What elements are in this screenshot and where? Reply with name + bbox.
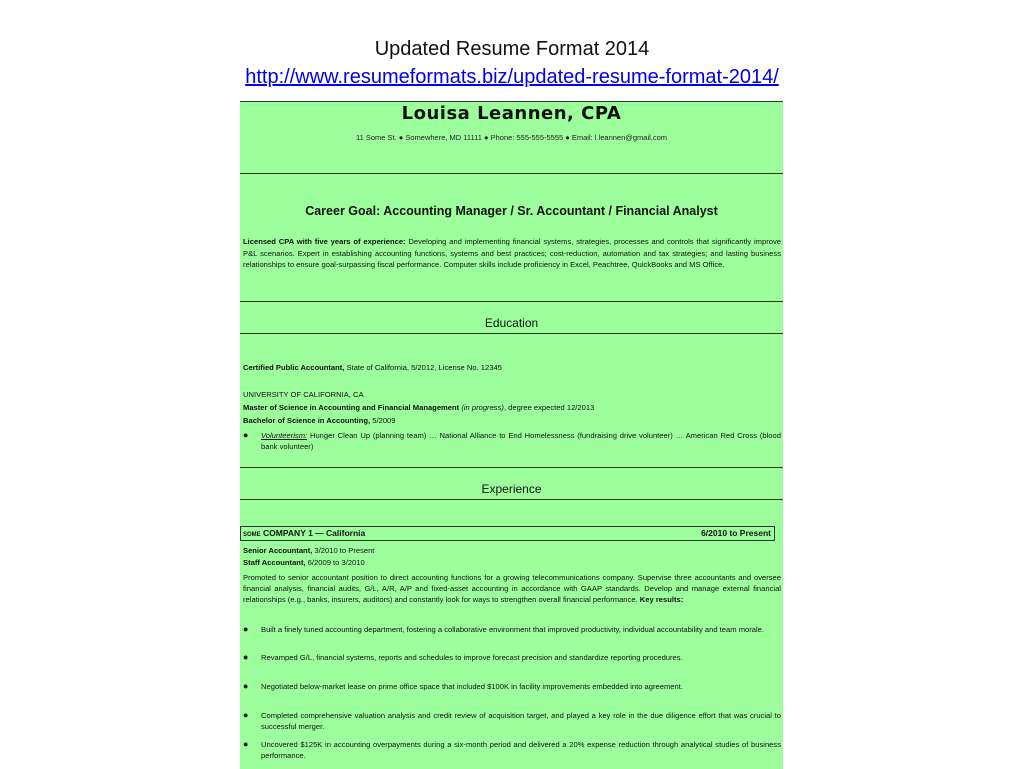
- result-text: Revamped G/L, financial systems, reports and schedules to improve forecast precision and standardize reporting procedures.: [261, 653, 683, 662]
- role-senior-dates: 3/2010 to Present: [314, 546, 375, 555]
- divider: [240, 333, 783, 334]
- result-item: [243, 681, 781, 692]
- role-staff-title: Staff Accountant,: [243, 558, 306, 567]
- result-text: Completed comprehensive valuation analysis and credit review of acquisition target, and played a key role in the due diligence effort that was crucial to successful merger.: [261, 711, 781, 731]
- masters-title: Master of Science in Accounting and Financial Management: [243, 403, 460, 412]
- summary-lead: Licensed CPA with five years of experience:: [243, 237, 406, 246]
- volunteer-detail: Hunger Clean Up (planning team) … National Alliance to End Homelessness (fundraising drive volunteer) … American Red Cross (blood bank volunteer): [261, 431, 781, 451]
- key-results-label: Key results:: [639, 595, 684, 604]
- company-title: COMPANY 1 — California: [263, 528, 366, 538]
- cert-detail: State of California, 5/2012, License No. 12345: [346, 363, 502, 372]
- role-senior-title: Senior Accountant,: [243, 546, 313, 555]
- slide-title: Updated Resume Format 2014: [374, 38, 650, 60]
- resume-format-link[interactable]: http://www.resumeformats.biz/updated-resume-format-2014/: [245, 66, 779, 88]
- contact-info: 11 Some St. ● Somewhere, MD 11111 ● Phone: 555-555-5555 ● Email: l.leannen@gmail.com: [355, 133, 668, 142]
- experience-heading: Experience: [481, 482, 542, 496]
- divider: [240, 499, 783, 500]
- result-item: [243, 652, 781, 663]
- result-item: [243, 624, 781, 635]
- masters-degree: [243, 402, 781, 413]
- candidate-name: Louisa Leannen,: [401, 103, 575, 124]
- role-description: [243, 572, 781, 605]
- professional-summary: [243, 236, 781, 271]
- masters-status: (in progress): [461, 403, 504, 412]
- bullet-icon: ●: [243, 430, 249, 440]
- role-staff: [243, 557, 781, 568]
- volunteer-label: Volunteerism:: [261, 431, 308, 440]
- resume-format-link-wrapper: [0, 65, 1024, 89]
- candidate-credential: CPA: [581, 103, 622, 124]
- company-name: [243, 528, 365, 538]
- bullet-icon: ●: [243, 739, 249, 749]
- divider: [240, 467, 783, 468]
- bullet-icon: ●: [243, 710, 249, 720]
- company-prefix: SOME: [243, 532, 261, 538]
- bullet-icon: ●: [243, 681, 249, 691]
- result-text: Uncovered $125K in accounting overpayments during a six-month period and delivered a 20% expense reduction through analytical studies of business performance.: [261, 740, 781, 760]
- summary-text: Developing and implementing financial systems, strategies, processes and controls that significantly improve P&L scenarios. Expert in establishing accounting functions, systems and best practices; cost-reduction, automation and tax strategies; and lasting business relationships to ensure goal-surpassing fiscal performance. Computer skills include proficiency in Excel, Peachtree, QuickBooks and MS Office.: [243, 237, 781, 269]
- volunteer-item: [243, 430, 781, 452]
- bachelors-degree: [243, 415, 781, 426]
- career-goal: Career Goal: Accounting Manager / Sr. Accountant / Financial Analyst: [305, 204, 718, 218]
- volunteer-text: [261, 430, 781, 452]
- bachelors-detail: 5/2009: [372, 416, 396, 425]
- divider: [240, 301, 783, 302]
- divider: [240, 173, 783, 174]
- role-senior: [243, 545, 781, 556]
- university-name: UNIVERSITY OF CALIFORNIA, CA: [243, 390, 364, 399]
- company-header: [240, 526, 775, 541]
- bullet-icon: ●: [243, 624, 249, 634]
- cert-title: Certified Public Accountant,: [243, 363, 345, 372]
- role-staff-dates: 6/2009 to 3/2010: [307, 558, 365, 567]
- result-item: [243, 739, 781, 761]
- resume-name: [240, 103, 783, 124]
- resume-document: [240, 101, 783, 769]
- education-heading: Education: [484, 316, 539, 330]
- result-text: Negotiated below-market lease on prime office space that included $100K in facility improvements embedded into agreement.: [261, 682, 683, 691]
- bullet-icon: ●: [243, 652, 249, 662]
- result-item: [243, 710, 781, 732]
- description-text: Promoted to senior accountant position to direct accounting functions for a growing telecommunications company. Supervise three accountants and oversee financial analysis, financial audits, G/L, A/R, A/P and fixed-asset accounting in accordance with GAAP standards. Develop and manage external financial relationships (e.g., banks, insurers, auditors) and constantly look for ways to strengthen overall financial performance.: [243, 573, 781, 604]
- bachelors-title: Bachelor of Science in Accounting,: [243, 416, 371, 425]
- company-dates: 6/2010 to Present: [701, 528, 771, 538]
- masters-detail: , degree expected 12/2013: [503, 403, 595, 412]
- certification: [243, 362, 781, 373]
- result-text: Built a finely tuned accounting department, fostering a collaborative environment that improved productivity, individual accountability and team morale.: [261, 625, 765, 634]
